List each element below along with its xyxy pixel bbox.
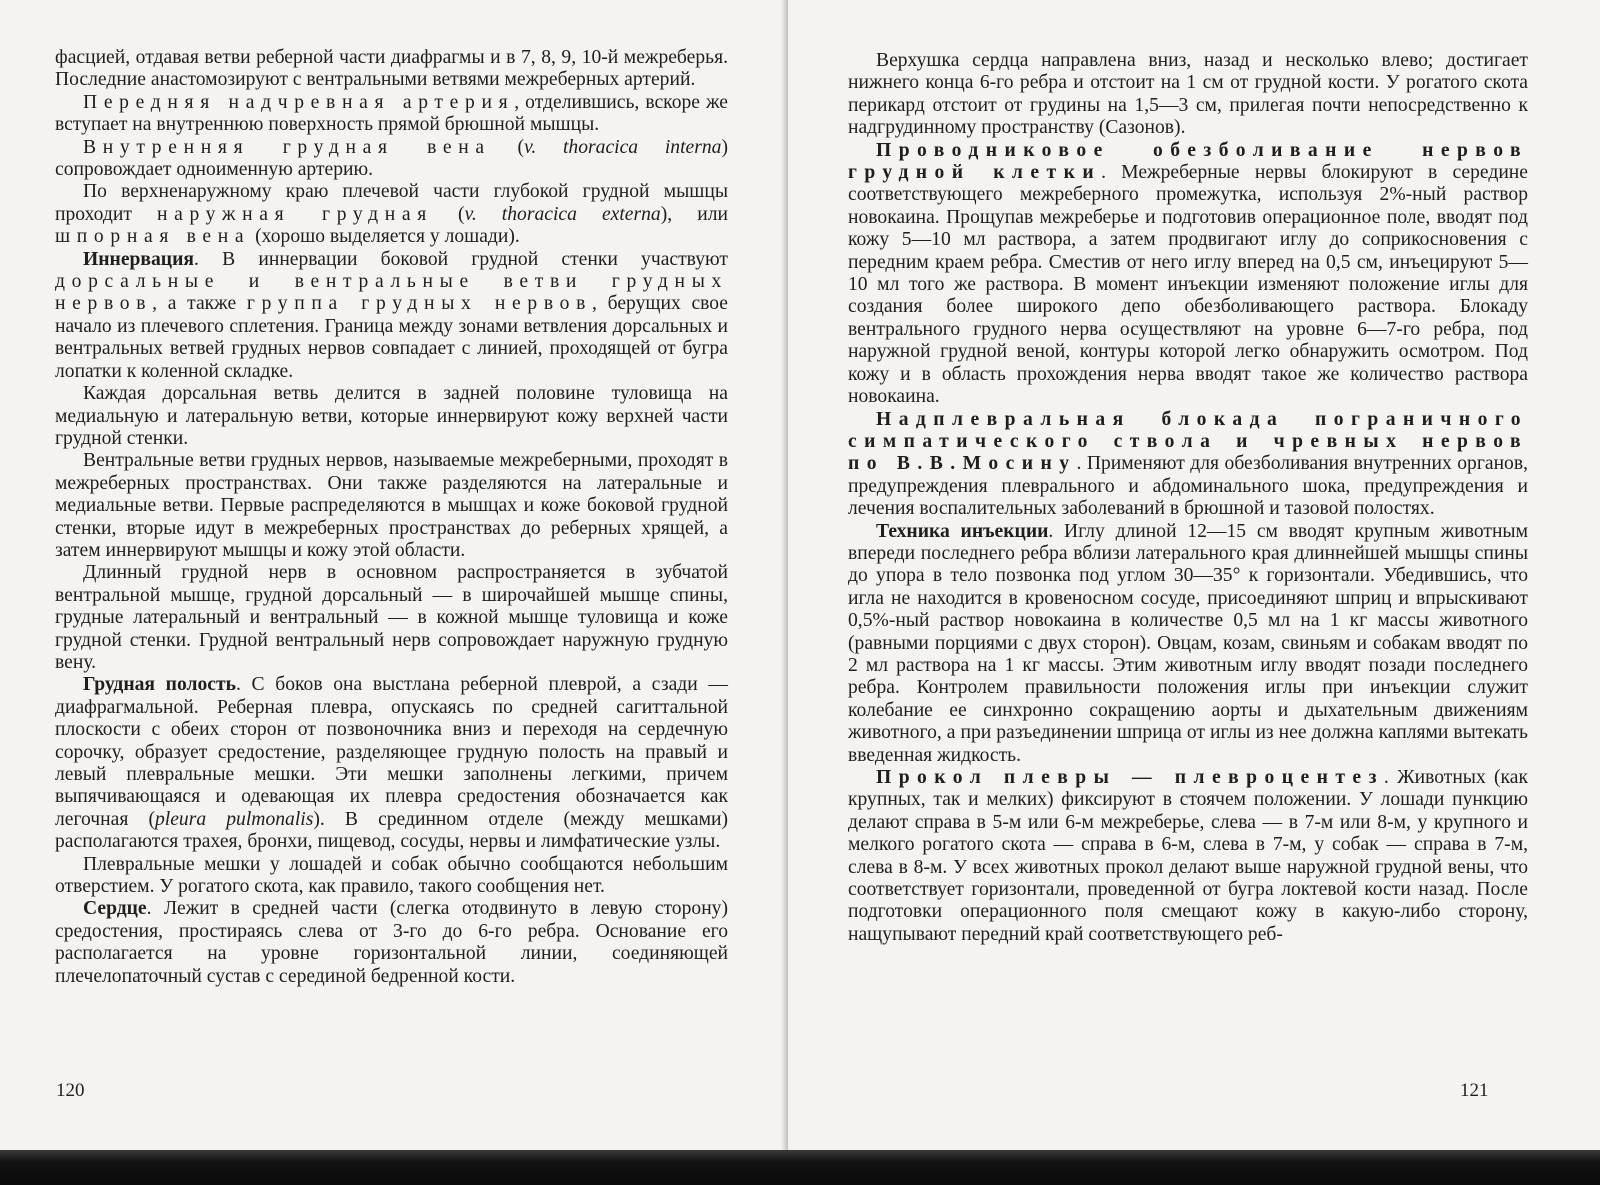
term-anterior-epigastric-artery: Передняя надчревная артерия <box>83 91 515 113</box>
scan-shadow-band <box>0 1150 1600 1185</box>
term-dorsal-ventral-branches: дорсальные и вентральные ветви грудных нервов <box>55 271 728 315</box>
page-number-left: 120 <box>56 1080 85 1101</box>
right-paragraph-4: Техника инъекции. Иглу длиной 12—15 см вводят крупным животным впереди последнего ребра вблизи латерального края длиннейшей мышцы спины до упора в тело позвонка под углом 30—35° к горизонтали. Убедившись, что игла не находится в кровеносном сосуде, присоединяют шприц и впрыскивают 0,5%-ный раствор новокаина в количестве 0,5 мл на 1 кг массы животного (равными порциями с двух сторон). Овцам, козам, свиньям и собакам вводят по 2 мл раствора на 1 кг массы. Этим животным иглу вводят позади последнего ребра. Контролем правильности положения иглы при инъекции служит колебание ее синхронно сокращению аорты и дыхательным движениям животного, а при разъединении шприца от иглы из нее должна каплями вытекать введенная жидкость. <box>848 520 1528 766</box>
left-paragraph-3: Внутренняя грудная вена (v. thoracica interna) сопровождает одноименную артерию. <box>55 136 728 181</box>
left-paragraph-10: Плевральные мешки у лошадей и собак обычно сообщаются небольшим отверстием. У рогатого скота, как правило, такого сообщения нет. <box>55 853 728 898</box>
left-paragraph-11: Сердце. Лежит в средней части (слегка отодвинуто в левую сторону) средостения, простираясь слева от 3-го до 6-го ребра. Основание его располагается на уровне горизонтальной линии, соединяющей плечелопаточный сустав с серединой бедренной кости. <box>55 898 728 987</box>
section-heading-suprapleural-block: Надплевральная блокада пограничного симпатического ствола и чревных нервов по В.В.Мосину <box>848 408 1528 475</box>
page-number-right: 121 <box>1460 1080 1489 1101</box>
left-paragraph-4: По верхненаружному краю плечевой части глубокой грудной мышцы проходит наружная грудная (v. thoracica externa), или шпорная вена (хорошо выделяется у лошади). <box>55 181 728 248</box>
term-thoracic-nerve-group: группа грудных нервов <box>246 293 593 315</box>
left-paragraph-2: Передняя надчревная артерия, отделившись, вскоре же вступает на внутреннюю поверхность прямой брюшной мышцы. <box>55 91 728 136</box>
latin-term: v. thoracica interna <box>524 136 722 158</box>
left-paragraph-7: Вентральные ветви грудных нервов, называемые межреберными, проходят в межреберных пространствах. Они также разделяются на латеральные и медиальные ветви. Первые распределяются в мышцах и коже боковой грудной стенки, вторые идут в межреберных пространствах до реберных хрящей, а затем иннервируют мышцы и кожу этой области. <box>55 450 728 561</box>
latin-term: pleura pulmonalis <box>155 808 314 830</box>
section-heading-pleurocentesis: Прокол плевры — плевроцентез <box>876 767 1384 788</box>
section-heading-conduction-anesthesia: Проводниковое обезболивание нервов грудной клетки <box>848 139 1528 184</box>
latin-term: v. thoracica externa <box>464 203 661 225</box>
left-page <box>0 0 786 1150</box>
term-internal-thoracic-vein: Внутренняя грудная вена <box>83 136 491 158</box>
right-paragraph-1: Верхушка сердца направлена вниз, назад и несколько влево; достигает нижнего конца 6-го ребра и отстоит на 1 см от грудной кости. У рогатого скота перикард отстоит от грудины на 1,5—3 см, прилегая почти непосредственно к надгрудинному пространству (Сазонов). <box>848 50 1528 139</box>
left-paragraph-6: Каждая дорсальная ветвь делится в задней половине туловища на медиальную и латеральную ветви, которые иннервируют кожу верхней части грудной стенки. <box>55 383 728 449</box>
left-page-text <box>55 47 728 988</box>
section-heading-innervation: Иннервация <box>83 248 194 270</box>
left-paragraph-1: фасцией, отдавая ветви реберной части диафрагмы и в 7, 8, 9, 10-й межреберья. Последние анастомозируют с вентральными ветвями межреберных артерий. <box>55 47 728 91</box>
left-paragraph-8: Длинный грудной нерв в основном распространяется в зубчатой вентральной мышце, грудной дорсальный — в широчайшей мышце спины, грудные латеральный и вентральный — в кожной мышце туловища и коже грудной стенки. Грудной вентральный нерв сопровождает наружную грудную вену. <box>55 562 728 673</box>
left-paragraph-9: Грудная полость. С боков она выстлана реберной плеврой, а сзади — диафрагмальной. Реберная плевра, опускаясь по средней сагиттальной плоскости с обеих сторон от позвоночника вниз и переходя на сердечную сорочку, образует средостение, разделяющее грудную полость на правый и левый плевральные мешки. Эти мешки заполнены легкими, причем выпячивающаяся и одевающая их плевра средостения обозначается как легочная (pleura pulmonalis). В срединном отделе (между мешками) располагаются трахея, бронхи, пищевод, сосуды, нервы и лимфатические узлы. <box>55 674 728 853</box>
term-spur-vein: шпорная вена <box>55 226 251 248</box>
term-external-thoracic: наружная грудная <box>156 203 433 225</box>
right-page-text <box>848 50 1528 946</box>
section-heading-heart: Сердце <box>83 898 147 920</box>
section-heading-thoracic-cavity: Грудная полость <box>83 674 236 696</box>
right-paragraph-2: Проводниковое обезболивание нервов грудной клетки. Межреберные нервы блокируют в середине соответствующего межреберного промежутка, используя 2%-ный раствор новокаина. Прощупав межреберье и подготовив операционное поле, вводят под кожу 5—10 мл раствора, а затем продвигают иглу до соприкосновения с передним краем ребра. Сместив от него иглу вперед на 0,5 см, инъецируют 5—10 мл того же раствора. В момент инъекции изменяют положение иглы для создания более широкого депо обезболивающего раствора. Блокаду вентрального грудного нерва осуществляют на уровне 6—7-го ребра, под наружной грудной веной, контуры которой легко обнаружить осмотром. Под кожу и в область прохождения нерва вводят такое же количество раствора новокаина. <box>848 139 1528 408</box>
right-page <box>788 0 1600 1150</box>
right-paragraph-3: Надплевральная блокада пограничного симпатического ствола и чревных нервов по В.В.Мосину. Применяют для обезболивания внутренних органов, предупреждения плеврального и абдоминального шока, предупреждения и лечения воспалительных заболеваний в брюшной и тазовой полостях. <box>848 408 1528 520</box>
left-paragraph-5: Иннервация. В иннервации боковой грудной стенки участвуют дорсальные и вентральные ветви грудных нервов, а также группа грудных нервов, берущих свое начало из плечевого сплетения. Граница между зонами ветвления дорсальных и вентральных ветвей грудных нервов совпадает с линией, проходящей от бугра лопатки к коленной складке. <box>55 248 729 382</box>
section-heading-injection-technique: Техника инъекции <box>876 520 1049 542</box>
right-paragraph-5: Прокол плевры — плевроцентез. Животных (как крупных, так и мелких) фиксируют в стоячем положении. У лошади пункцию делают справа в 5-м или 6-м межреберье, слева — в 7-м или 8-м, у крупного и мелкого рогатого скота — справа в 6-м, слева в 7-м, у собак — справа в 7-м, слева в 8-м. У всех животных прокол делают выше наружной грудной вены, что соответствует горизонтали, проведенной от бугра локтевой кости назад. После подготовки операционного поля смещают кожу в какую-либо сторону, нащупывают передний край соответствующего реб- <box>848 767 1528 945</box>
